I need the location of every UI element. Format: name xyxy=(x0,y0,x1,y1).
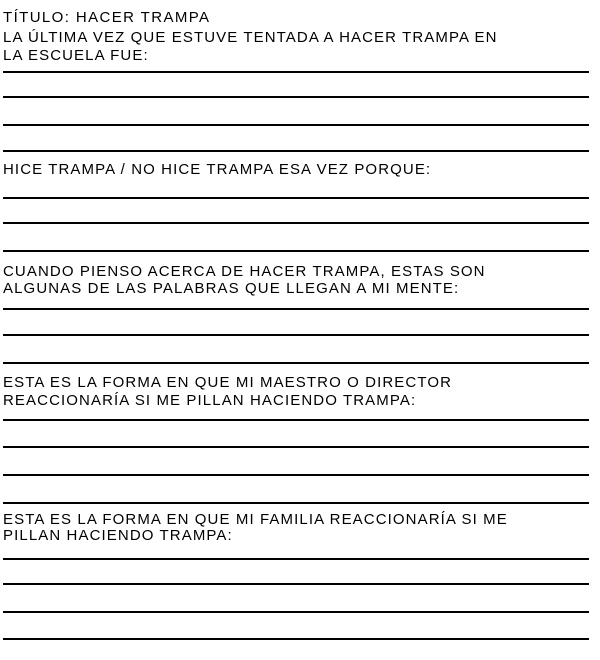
answer-line[interactable] xyxy=(3,362,589,364)
answer-line[interactable] xyxy=(3,474,589,476)
answer-line[interactable] xyxy=(3,583,589,585)
section-prompt-line: PILLAN HACIENDO TRAMPA: xyxy=(3,527,233,544)
section-prompt-line: REACCIONARÍA SI ME PILLAN HACIENDO TRAMPA: xyxy=(3,392,417,409)
answer-line[interactable] xyxy=(3,197,589,199)
answer-line[interactable] xyxy=(3,124,589,126)
worksheet-title: TÍTULO: HACER TRAMPA xyxy=(3,9,211,26)
answer-line[interactable] xyxy=(3,150,589,152)
section-prompt-line: ESTA ES LA FORMA EN QUE MI MAESTRO O DIRECTOR xyxy=(3,374,453,391)
answer-line[interactable] xyxy=(3,96,589,98)
answer-line[interactable] xyxy=(3,558,589,560)
section-prompt-line: LA ESCUELA FUE: xyxy=(3,47,149,64)
section-prompt-line: LA ÚLTIMA VEZ QUE ESTUVE TENTADA A HACER TRAMPA EN xyxy=(3,29,498,46)
section-prompt-line: CUANDO PIENSO ACERCA DE HACER TRAMPA, ESTAS SON xyxy=(3,263,486,280)
answer-line[interactable] xyxy=(3,250,589,252)
answer-line[interactable] xyxy=(3,71,589,73)
answer-line[interactable] xyxy=(3,446,589,448)
answer-line[interactable] xyxy=(3,308,589,310)
answer-line[interactable] xyxy=(3,334,589,336)
answer-line[interactable] xyxy=(3,222,589,224)
section-prompt-line: HICE TRAMPA / NO HICE TRAMPA ESA VEZ PORQUE: xyxy=(3,161,432,178)
answer-line[interactable] xyxy=(3,502,589,504)
answer-line[interactable] xyxy=(3,419,589,421)
section-prompt-line: ESTA ES LA FORMA EN QUE MI FAMILIA REACCIONARÍA SI ME xyxy=(3,511,508,528)
section-prompt-line: ALGUNAS DE LAS PALABRAS QUE LLEGAN A MI MENTE: xyxy=(3,280,460,297)
answer-line[interactable] xyxy=(3,611,589,613)
answer-line[interactable] xyxy=(3,638,589,640)
